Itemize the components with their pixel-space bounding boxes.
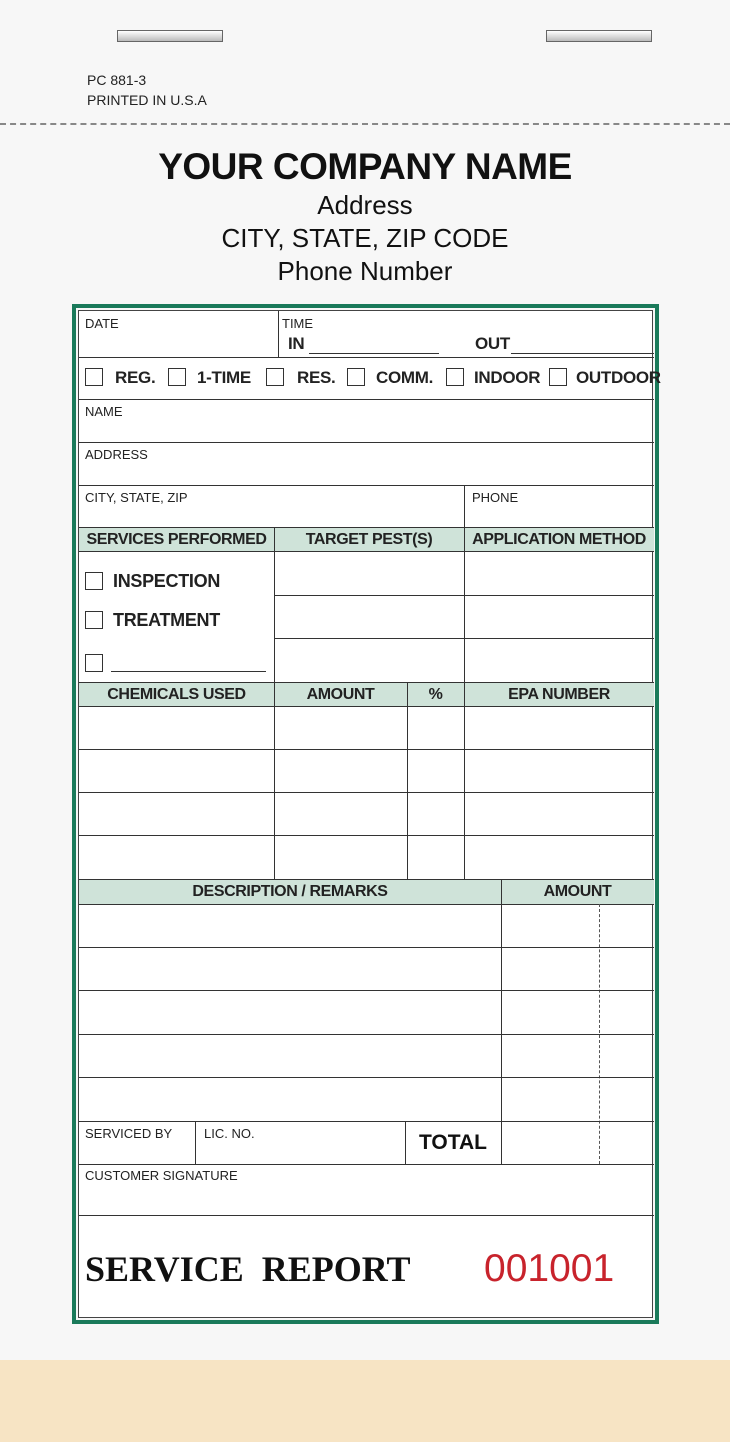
services-performed-header: SERVICES PERFORMED [86,531,267,548]
percent-header: % [428,686,443,703]
description-amount-header: AMOUNT [543,883,612,900]
binding-slot-right [546,30,652,42]
company-city: CITY, STATE, ZIP CODE [221,223,509,253]
binding-slot-left [117,30,223,42]
customer-signature-label: CUSTOMER SIGNATURE [85,1168,238,1183]
treatment-label: TREATMENT [113,610,220,630]
company-name: YOUR COMPANY NAME [158,146,572,187]
printed-in: PRINTED IN U.S.A [87,92,207,108]
time-out-label: OUT [475,334,510,353]
time-out-field[interactable] [511,353,654,354]
reg-checkbox[interactable] [85,368,103,386]
perforation-line [0,123,730,125]
indoor-checkbox[interactable] [446,368,464,386]
time-in-label: IN [288,334,305,353]
address-label: ADDRESS [85,447,148,462]
one-time-label: 1-TIME [197,368,251,387]
indoor-label: INDOOR [474,368,541,387]
total-label: TOTAL [418,1131,488,1154]
report-number: 001001 [484,1247,615,1290]
service-report-title: SERVICE REPORT [85,1249,411,1289]
city-state-zip-label: CITY, STATE, ZIP [85,490,188,505]
target-pests-header: TARGET PEST(S) [305,531,433,548]
comm-checkbox[interactable] [347,368,365,386]
treatment-checkbox[interactable] [85,611,103,629]
outdoor-checkbox[interactable] [549,368,567,386]
carbon-copy-sheet [0,1360,730,1442]
company-phone: Phone Number [277,256,453,286]
time-label: TIME [282,316,314,331]
form-body [78,310,661,1318]
amount-header: AMOUNT [306,686,375,703]
serviced-by-label: SERVICED BY [85,1126,173,1141]
date-label: DATE [85,316,119,331]
time-in-field[interactable] [309,353,439,354]
form-code: PC 881-3 [87,72,147,88]
company-address: Address [317,190,413,220]
description-remarks-header: DESCRIPTION / REMARKS [192,883,388,900]
other-service-checkbox[interactable] [85,654,103,672]
outdoor-label: OUTDOOR [576,368,661,387]
lic-no-label: LIC. NO. [204,1126,255,1141]
res-checkbox[interactable] [266,368,284,386]
reg-label: REG. [115,368,156,387]
comm-label: COMM. [376,368,434,387]
epa-number-header: EPA NUMBER [508,686,610,703]
one-time-checkbox[interactable] [168,368,186,386]
phone-label: PHONE [472,490,519,505]
other-service-field[interactable] [111,671,266,672]
res-label: RES. [297,368,336,387]
application-method-header: APPLICATION METHOD [472,531,646,548]
name-label: NAME [85,404,123,419]
inspection-label: INSPECTION [113,571,221,591]
inspection-checkbox[interactable] [85,572,103,590]
chemicals-used-header: CHEMICALS USED [107,686,246,703]
service-report-form [72,304,659,1324]
